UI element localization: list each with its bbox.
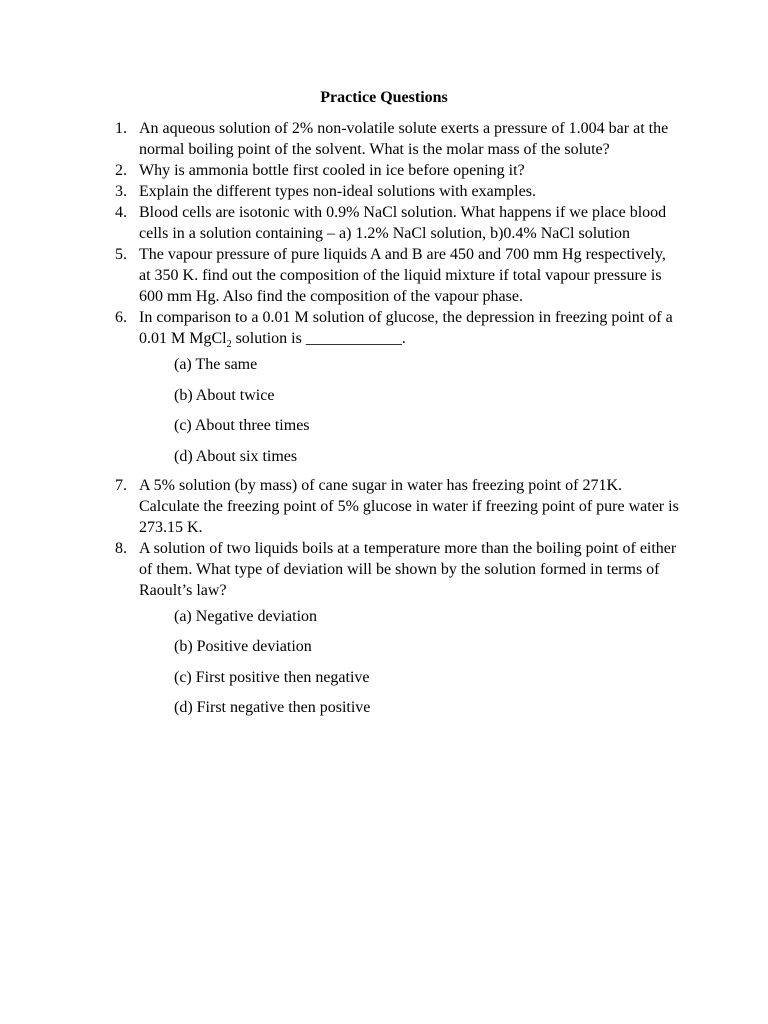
subscript: 2 [226,339,232,351]
question-6 [110,307,680,467]
question-text: A 5% solution (by mass) of cane sugar in water has freezing point of 271K. Calculate the freezing point of 5% glucose in water if freezing point of pure water is 273.15 K. [139,476,679,536]
option-a: (a) The same [174,356,258,373]
question-number: 5. [115,246,127,263]
option-d: (d) First negative then positive [174,699,371,716]
question-2 [110,160,680,181]
question-text: Explain the different types non-ideal solutions with examples. [139,183,536,200]
question-4 [110,202,680,244]
question-number: 8. [115,539,127,557]
question-text: Blood cells are isotonic with 0.9% NaCl solution. What happens if we place blood cells in a solution containing – a) 1.2% NaCl solution, b)0.4% NaCl solution [139,204,667,242]
question-number: 1. [115,120,127,137]
option-a: (a) Negative deviation [174,607,318,625]
question-8 [110,538,680,719]
option-b: (b) About twice [174,386,275,404]
question-5 [110,244,680,307]
question-3 [110,181,680,202]
option-c: (c) First positive then negative [174,668,370,686]
question-text: Why is ammonia bottle first cooled in ice before opening it? [139,162,525,179]
question-number: 4. [115,204,127,221]
question-text: An aqueous solution of 2% non-volatile solute exerts a pressure of 1.004 bar at the normal boiling point of the solvent. What is the molar mass of the solute? [139,120,669,158]
question-number: 7. [115,476,127,494]
question-text-part: In comparison to a 0.01 M solution of glucose, the depression in freezing point of a 0.01 M MgCl [139,309,673,347]
question-text: The vapour pressure of pure liquids A and B are 450 and 700 mm Hg respectively, at 350 K. find out the composition of the liquid mixture if total vapour pressure is 600 mm Hg. Also find the composition of the vapour phase. [139,246,666,305]
option-b: (b) Positive deviation [174,638,312,655]
question-number: 3. [115,183,127,200]
question-1 [110,118,680,160]
question-number: 6. [115,309,127,326]
page-title: Practice Questions [320,89,448,106]
question-list [110,118,680,726]
question-7 [110,475,680,538]
question-text-part: solution is ____________. [231,330,406,347]
question-number: 2. [115,162,127,179]
option-c: (c) About three times [174,417,310,434]
option-list [139,606,680,719]
question-text: A solution of two liquids boils at a temperature more than the boiling point of either of them. What type of deviation will be shown by the solution formed in terms of Raoult’s law? [139,539,677,599]
question-text [139,309,673,351]
option-list [139,354,680,467]
option-d: (d) About six times [174,447,298,465]
